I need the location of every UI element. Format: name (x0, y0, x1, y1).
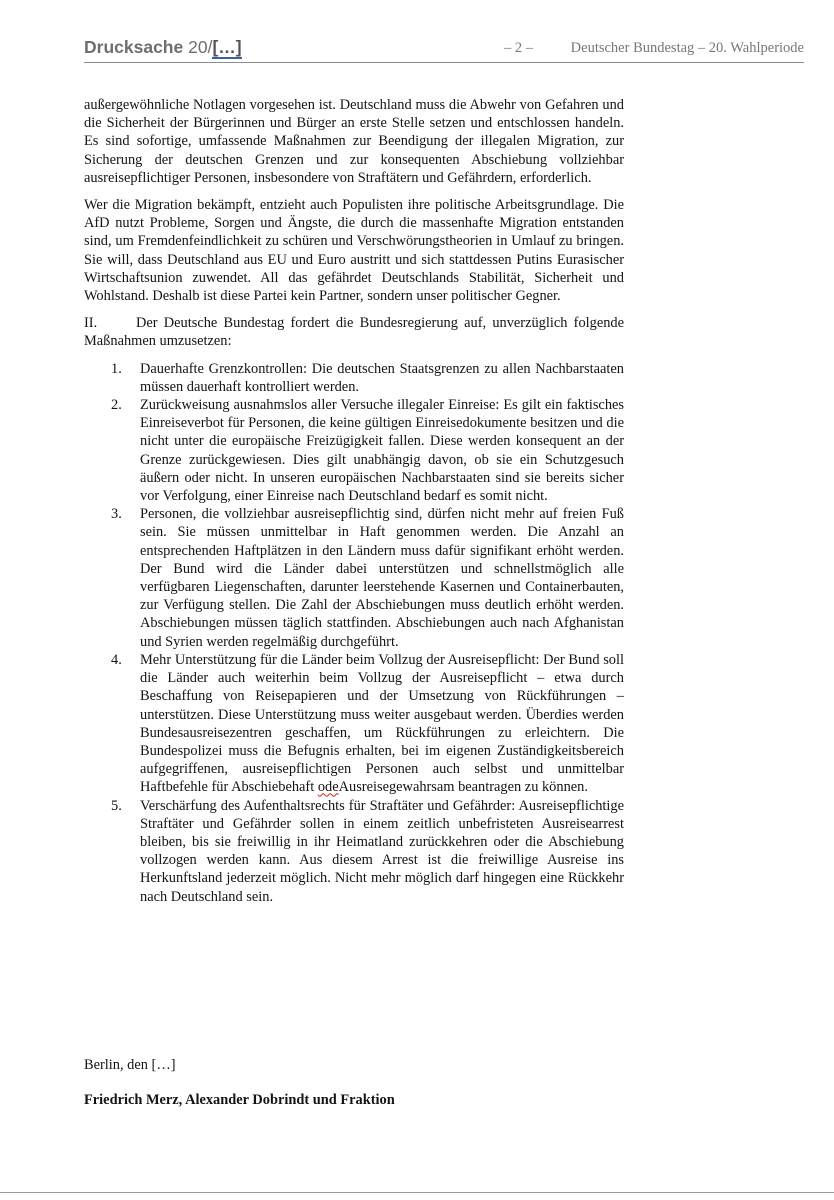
list-item-text: Zurückweisung ausnahmslos aller Versuche illegaler Einreise: Es gilt ein faktisches Einreiseverbot für Personen, die keine gültigen Einreisedokumente besitzen und die nicht unter die europäische Freizügigkeit fallen. Diese werden konsequent an der Grenze zurückgewiesen. Dies gilt unabhängig davon, ob sie ein Schutzgesuch äußern oder nicht. In unseren europäischen Nachbarstaaten sind sie bereits sicher vor Verfolgung, einer Einreise nach Deutschland bedarf es somit nicht. (140, 397, 624, 505)
page-header (84, 36, 804, 63)
list-item-text: Personen, die vollziehbar ausreisepflichtig sind, dürfen nicht mehr auf freien Fuß sein. Sie müssen unmittelbar in Haft genommen werden. Die Anzahl an entsprechenden Haftplätzen in den Ländern muss dafür signifikant erhöht werden. Der Bund wird die Länder dabei unterstützen und schnellstmöglich alle verfügbaren Liegenschaften, darunter leerstehende Kasernen und Containerbauten, zur Verfügung stellen. Die Zahl der Abschiebungen muss deutlich erhöht werden. Abschiebungen müssen täglich stattfinden. Abschiebungen auch nach Afghanistan und Syrien werden regelmäßig durchgeführt. (140, 506, 624, 650)
list-item (84, 396, 624, 505)
list-item (84, 360, 624, 396)
page-bottom-edge (0, 1192, 834, 1193)
spellcheck-marked-word: ode (317, 779, 339, 796)
document-body (84, 96, 624, 906)
document-number (84, 37, 242, 58)
section-heading (84, 314, 624, 350)
list-item-text: Verschärfung des Aufenthaltsrechts für Straftäter und Gefährder: Ausreisepflichtige Straftäter und Gefährder sollen in einem zeitlich unbefristeten Ausreisearrest bleiben, bis sie freiwillig in ihr Heimatland zurückkehren oder die Abschiebung vollzogen werden kann. Aus diesem Arrest ist die freiwillige Ausreise ins Herkunftsland jederzeit möglich. Nicht mehr möglich darf hingegen eine Rückkehr nach Deutschland sein. (140, 797, 624, 905)
list-item-number: 4. (111, 651, 122, 668)
doc-label: Drucksache (84, 37, 184, 57)
section-number: II. (84, 315, 98, 332)
list-item-number: 1. (111, 360, 122, 377)
signature-line: Friedrich Merz, Alexander Dobrindt und Fraktion (84, 1092, 395, 1108)
paragraph-2: Wer die Migration bekämpft, entzieht auch Populisten ihre politische Arbeitsgrundlage. Die AfD nutzt Probleme, Sorgen und Ängste, die durch die massenhafte Migration entstanden sind, um Fremdenfeindlichkeit zu schüren und Verschwörungstheorien in Umlauf zu bringen. Sie will, dass Deutschland aus EU und Euro austritt und sich stattdessen Putins Eurasischer Wirtschaftsunion zuwendet. All das gefährdet Deutschlands Stabilität, Sicherheit und Wohlstand. Deshalb ist diese Partei kein Partner, sondern unser politischer Gegner. (84, 197, 624, 305)
paragraph-1: außergewöhnliche Notlagen vorgesehen ist. Deutschland muss die Abwehr von Gefahren und die Sicherheit der Bürgerinnen und Bürger an erste Stelle setzen und entschlossen handeln. Es sind sofortige, umfassende Maßnahmen zur Beendigung der illegalen Migration, zur Sicherung der deutschen Grenzen und zur konsequenten Abschiebung vollziehbar ausreisepflichtiger Personen, insbesondere von Straftätern und Gefährdern, erforderlich. (84, 97, 624, 186)
list-item-number: 3. (111, 506, 122, 523)
list-item-number: 2. (111, 397, 122, 414)
doc-number-placeholder: […] (212, 37, 242, 57)
list-item (84, 505, 624, 651)
page-number: – 2 – (504, 40, 533, 56)
parliament-label: Deutscher Bundestag – 20. Wahlperiode (570, 40, 804, 56)
list-item-number: 5. (111, 797, 122, 814)
section-text: Der Deutsche Bundestag fordert die Bundesregierung auf, unverzüglich folgende Maßnahmen umzusetzen: (84, 315, 624, 350)
list-item (84, 797, 624, 906)
doc-number: 20/ (188, 37, 213, 57)
measures-list (84, 360, 624, 906)
place-date-line: Berlin, den […] (84, 1057, 176, 1073)
list-item-text: Dauerhafte Grenzkontrollen: Die deutschen Staatsgrenzen zu allen Nachbarstaaten müssen dauerhaft kontrolliert werden. (140, 360, 624, 395)
list-item (84, 651, 624, 797)
list-item-text: Mehr Unterstützung für die Länder beim Vollzug der Ausreisepflicht: Der Bund soll die Länder auch weiterhin beim Vollzug der Ausreisepflicht – etwa durch Beschaffung von Reisepapieren und der Umsetzung von Rückführungen – unterstützen. Diese Unterstützung muss weiter ausgebaut werden. Überdies werden Bundesausreisezentren geschaffen, um Rückführungen zu erleichtern. Die Bundespolizei muss die Befugnis erhalten, bei im eigenen Zuständigkeitsbereich aufgegriffenen, ausreisepflichtigen Personen auch selbst und unmittelbar Haftbefehle für Abschiebehaft (140, 651, 624, 796)
list-item-text-end: Ausreisegewahrsam beantragen zu können. (338, 779, 588, 796)
